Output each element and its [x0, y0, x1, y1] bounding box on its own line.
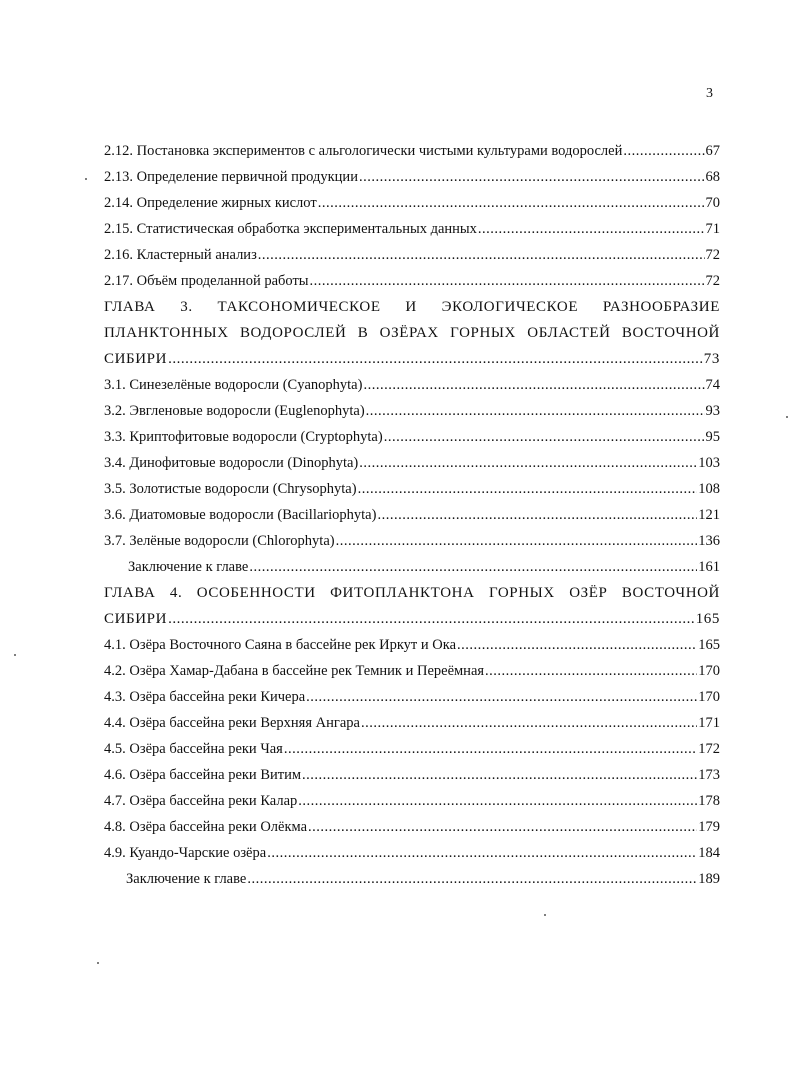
dot-leader — [457, 632, 697, 658]
toc-entry-title: 3.5. Золотистые водоросли (Chrysophyta) — [104, 481, 357, 497]
dot-leader — [478, 216, 705, 242]
toc-entry-title: 4.6. Озёра бассейна реки Витим — [104, 767, 302, 783]
chapter-heading-last-line — [104, 346, 720, 372]
toc-entry-page: 67 — [705, 143, 720, 159]
chapter-heading-line: СИБИРИ — [104, 351, 168, 367]
toc-entry-4-8[interactable] — [104, 814, 720, 840]
dot-leader — [302, 762, 697, 788]
toc-entry-title: 4.1. Озёра Восточного Саяна в бассейне рек Иркут и Ока — [104, 637, 457, 653]
toc-entry-title: 4.4. Озёра бассейна реки Верхняя Ангара — [104, 715, 360, 731]
chapter-heading-line: ГЛАВА 3. ТАКСОНОМИЧЕСКОЕ И ЭКОЛОГИЧЕСКОЕ РАЗНООБРАЗИЕ — [104, 299, 720, 315]
dot-leader — [310, 268, 705, 294]
dot-leader — [623, 138, 704, 164]
scan-speck — [85, 178, 87, 180]
dot-leader — [258, 242, 705, 268]
dot-leader — [359, 450, 697, 476]
toc-entry-page: 170 — [698, 663, 720, 679]
toc-entry-2-13[interactable] — [104, 164, 720, 190]
toc-entry-page: 184 — [698, 845, 720, 861]
toc-entry-title: 3.1. Синезелёные водоросли (Cyanophyta) — [104, 377, 363, 393]
toc-entry-page: 103 — [698, 455, 720, 471]
toc-entry-title: 4.9. Куандо-Чарские озёра — [104, 845, 267, 861]
toc-entry-page: 179 — [698, 819, 720, 835]
toc-entry-page: 189 — [698, 871, 720, 887]
toc-entry-title: 4.5. Озёра бассейна реки Чая — [104, 741, 283, 757]
toc-entry-page: 170 — [698, 689, 720, 705]
chapter-3-heading[interactable] — [104, 294, 720, 372]
toc-entry-page: 93 — [705, 403, 720, 419]
toc-entry-page: 72 — [705, 273, 720, 289]
toc-entry-title: 4.8. Озёра бассейна реки Олёкма — [104, 819, 308, 835]
page-number: 3 — [706, 86, 713, 101]
toc-entry-4-5[interactable] — [104, 736, 720, 762]
toc-entry-page: 108 — [698, 481, 720, 497]
dot-leader — [336, 528, 698, 554]
toc-entry-3-4[interactable] — [104, 450, 720, 476]
scan-speck — [786, 416, 788, 418]
scan-speck — [544, 914, 546, 916]
toc-entry-2-14[interactable] — [104, 190, 720, 216]
dot-leader — [247, 866, 697, 892]
toc-entry-3-2[interactable] — [104, 398, 720, 424]
chapter-heading-last-line — [104, 606, 720, 632]
toc-entry-title: 3.7. Зелёные водоросли (Chlorophyta) — [104, 533, 335, 549]
toc-entry-title: 4.3. Озёра бассейна реки Кичера — [104, 689, 306, 705]
toc-entry-title: Заключение к главе — [126, 871, 247, 887]
toc-entry-title: 3.4. Динофитовые водоросли (Dinophyta) — [104, 455, 359, 471]
dot-leader — [267, 840, 697, 866]
dot-leader — [358, 476, 698, 502]
dot-leader — [306, 684, 697, 710]
toc-entry-title: 3.2. Эвгленовые водоросли (Euglenophyta) — [104, 403, 365, 419]
toc-entry-2-15[interactable] — [104, 216, 720, 242]
toc-entry-page: 161 — [698, 559, 720, 575]
dot-leader — [318, 190, 705, 216]
toc-entry-3-1[interactable] — [104, 372, 720, 398]
toc-entry-4-9[interactable] — [104, 840, 720, 866]
chapter-heading-line: СИБИРИ — [104, 611, 168, 627]
dot-leader — [284, 736, 697, 762]
dot-leader — [249, 554, 697, 580]
toc-entry-title: 3.3. Криптофитовые водоросли (Cryptophyta) — [104, 429, 383, 445]
toc-entry-title: 2.16. Кластерный анализ — [104, 247, 257, 263]
toc-entry-title: 2.12. Постановка экспериментов с альгологически чистыми культурами водорослей — [104, 143, 623, 159]
dot-leader — [361, 710, 697, 736]
scan-speck — [14, 654, 16, 656]
dot-leader — [308, 814, 697, 840]
dot-leader — [168, 606, 695, 632]
toc-entry-page: 95 — [705, 429, 720, 445]
toc-entry-4-2[interactable] — [104, 658, 720, 684]
dot-leader — [168, 346, 703, 372]
toc-entry-page: 171 — [698, 715, 720, 731]
toc-entry-2-17[interactable] — [104, 268, 720, 294]
toc-entry-page: 178 — [698, 793, 720, 809]
toc-entry-page: 68 — [705, 169, 720, 185]
scan-speck — [97, 962, 99, 964]
toc-entry-title: 2.15. Статистическая обработка экспериментальных данных — [104, 221, 477, 237]
toc-entry-title: 4.2. Озёра Хамар-Дабана в бассейне рек Темник и Переёмная — [104, 663, 485, 679]
dot-leader — [359, 164, 705, 190]
dot-leader — [384, 424, 705, 450]
toc-entry-page: 136 — [698, 533, 720, 549]
table-of-contents — [104, 138, 720, 892]
toc-entry-3-7[interactable] — [104, 528, 720, 554]
toc-entry-4-6[interactable] — [104, 762, 720, 788]
toc-entry-2-12[interactable] — [104, 138, 720, 164]
toc-entry-4-3[interactable] — [104, 684, 720, 710]
dot-leader — [485, 658, 697, 684]
toc-entry-title: 4.7. Озёра бассейна реки Калар — [104, 793, 298, 809]
toc-entry-page: 73 — [703, 351, 720, 367]
toc-entry-chapter-3-conclusion[interactable] — [104, 554, 720, 580]
toc-entry-3-3[interactable] — [104, 424, 720, 450]
toc-entry-4-4[interactable] — [104, 710, 720, 736]
toc-entry-2-16[interactable] — [104, 242, 720, 268]
toc-entry-title: 2.17. Объём проделанной работы — [104, 273, 309, 289]
chapter-heading-line: ПЛАНКТОННЫХ ВОДОРОСЛЕЙ В ОЗЁРАХ ГОРНЫХ ОБЛАСТЕЙ ВОСТОЧНОЙ — [104, 325, 720, 341]
dot-leader — [366, 398, 705, 424]
toc-entry-title: 2.13. Определение первичной продукции — [104, 169, 358, 185]
toc-entry-4-7[interactable] — [104, 788, 720, 814]
toc-entry-page: 121 — [698, 507, 720, 523]
toc-entry-title: 2.14. Определение жирных кислот — [104, 195, 317, 211]
toc-entry-page: 165 — [695, 611, 720, 627]
toc-entry-page: 172 — [698, 741, 720, 757]
chapter-heading-line: ГЛАВА 4. ОСОБЕННОСТИ ФИТОПЛАНКТОНА ГОРНЫХ ОЗЁР ВОСТОЧНОЙ — [104, 585, 720, 601]
toc-entry-4-1[interactable] — [104, 632, 720, 658]
dot-leader — [363, 372, 704, 398]
dot-leader — [298, 788, 697, 814]
chapter-4-heading[interactable] — [104, 580, 720, 632]
toc-entry-page: 165 — [698, 637, 720, 653]
toc-entry-page: 71 — [705, 221, 720, 237]
toc-entry-page: 72 — [705, 247, 720, 263]
toc-entry-chapter-4-conclusion[interactable] — [104, 866, 720, 892]
toc-entry-page: 173 — [698, 767, 720, 783]
toc-entry-title: Заключение к главе — [128, 559, 249, 575]
toc-entry-3-6[interactable] — [104, 502, 720, 528]
toc-entry-3-5[interactable] — [104, 476, 720, 502]
toc-entry-title: 3.6. Диатомовые водоросли (Bacillariophyta) — [104, 507, 377, 523]
toc-entry-page: 70 — [705, 195, 720, 211]
toc-entry-page: 74 — [705, 377, 720, 393]
dot-leader — [377, 502, 697, 528]
